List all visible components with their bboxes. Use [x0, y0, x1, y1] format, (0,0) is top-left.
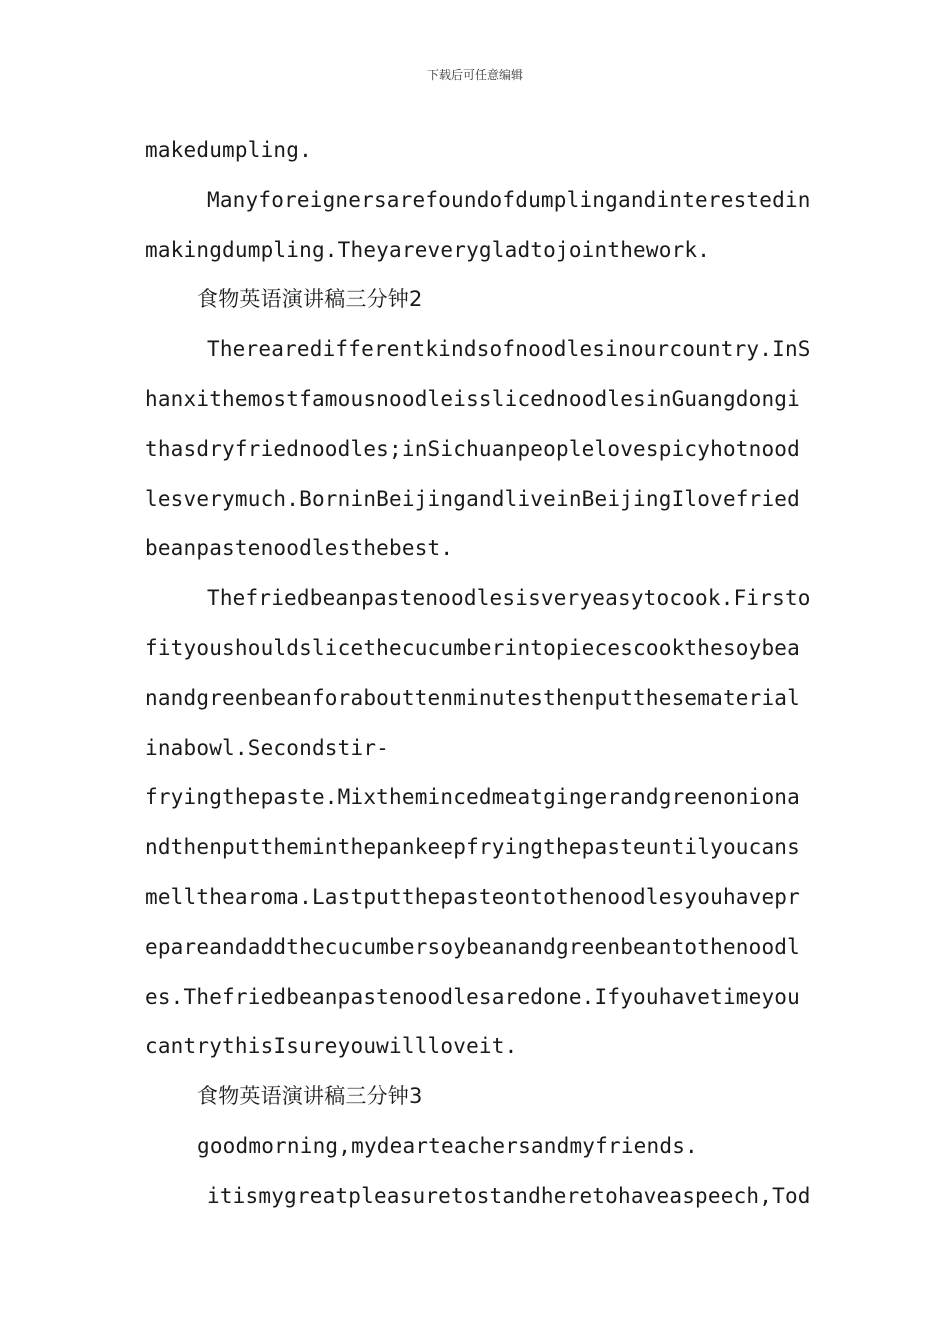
text-line: fryingthepaste.Mixthemincedmeatgingerandgreenoniona: [145, 785, 800, 810]
text-line: beanpastenoodlesthebest.: [145, 536, 454, 561]
text-line: thasdryfriednoodles;inSichuanpeoplelovespicyhotnood: [145, 436, 800, 461]
page-header: 下载后可任意编辑: [426, 68, 523, 82]
text-line: inabowl.Secondstir-: [145, 735, 390, 760]
text-line: makingdumpling.Theyareverygladtojointhework.: [145, 237, 711, 262]
text-line: es.Thefriedbeanpastenoodlesaredone.Ifyouhavetimeyou: [145, 984, 800, 1009]
text-line: lesverymuch.BorninBeijingandliveinBeijingIlovefried: [145, 486, 800, 511]
text-line: itismygreatpleasuretostandheretohaveaspeech,Tod: [207, 1183, 811, 1208]
text-line: cantrythisIsureyouwillloveit.: [145, 1034, 518, 1059]
section-heading: 食物英语演讲稿三分钟3: [197, 1084, 423, 1109]
text-line: ndthenputtheminthepankeepfryingthepasteuntilyoucans: [145, 835, 800, 860]
text-line: fityoushouldslicethecucumberintopiecescookthesoybea: [145, 636, 800, 660]
text-line: Manyforeignersarefoundofdumplingandinterestedin: [207, 187, 811, 212]
text-line: Therearedifferentkindsofnoodlesinourcountry.InS: [207, 337, 811, 362]
text-line: mellthearoma.Lastputthepasteontothenoodlesyouhavepr: [145, 885, 800, 909]
text-line: makedumpling.: [145, 138, 312, 162]
text-line: nandgreenbeanforabouttenminutesthenputthesematerial: [145, 685, 800, 710]
text-line: hanxithemostfamousnoodleisslicednoodlesinGuangdongi: [145, 387, 800, 411]
text-line: Thefriedbeanpastenoodlesisveryeasytocook.Firsto: [207, 586, 811, 611]
section-heading: 食物英语演讲稿三分钟2: [197, 287, 423, 312]
text-line: goodmorning,mydearteachersandmyfriends.: [197, 1134, 698, 1158]
text-line: epareandaddthecucumbersoybeanandgreenbeantothenoodl: [145, 934, 800, 959]
